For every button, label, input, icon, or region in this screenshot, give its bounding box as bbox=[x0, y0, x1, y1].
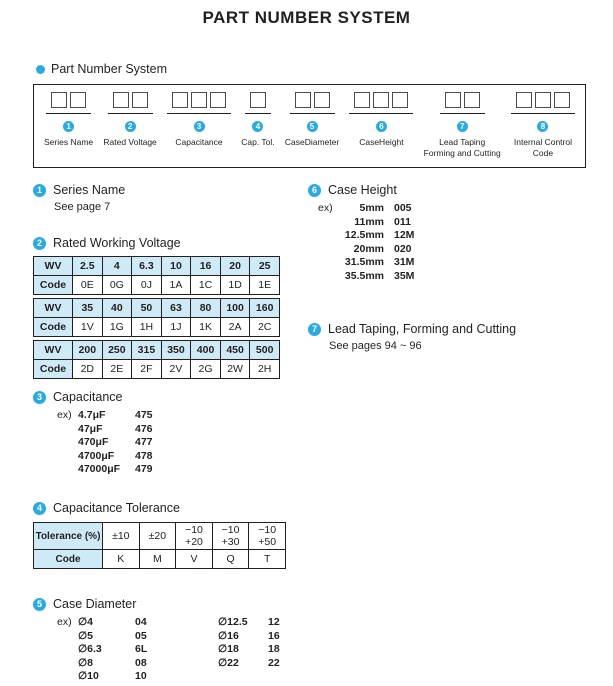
digit-boxes bbox=[440, 92, 485, 114]
diameter-value: ∅8 bbox=[78, 656, 93, 669]
table-row bbox=[34, 276, 280, 295]
lead-taping-note: See pages 94 ~ 96 bbox=[329, 340, 422, 352]
table-cell: WV bbox=[34, 341, 73, 360]
height-code: 005 bbox=[394, 202, 412, 214]
example-label: ex) bbox=[318, 202, 333, 214]
table-row bbox=[34, 341, 280, 360]
bullet-dot-icon bbox=[36, 65, 45, 74]
table-cell: 160 bbox=[250, 299, 280, 318]
table-cell: Q bbox=[212, 550, 249, 569]
example-label: ex) bbox=[57, 616, 72, 628]
height-value: 35.5mm bbox=[344, 269, 384, 282]
digit-box bbox=[210, 92, 226, 108]
table-cell: 2A bbox=[220, 318, 250, 337]
table-cell: 2F bbox=[132, 360, 162, 379]
capacitance-value: 47000μF bbox=[78, 463, 121, 475]
tolerance-table bbox=[33, 522, 286, 569]
section-case-height bbox=[308, 183, 414, 283]
voltage-table-3 bbox=[33, 340, 280, 379]
digit-box bbox=[51, 92, 67, 108]
table-cell: 1H bbox=[132, 318, 162, 337]
voltage-table-2 bbox=[33, 298, 280, 337]
table-cell: Code bbox=[34, 276, 73, 295]
digit-box bbox=[464, 92, 480, 108]
table-cell: 63 bbox=[161, 299, 191, 318]
table-cell: 2G bbox=[191, 360, 221, 379]
table-cell: 1J bbox=[161, 318, 191, 337]
voltage-tables bbox=[33, 256, 280, 379]
section-heading bbox=[308, 322, 516, 336]
case-height-examples bbox=[308, 202, 414, 283]
digit-box bbox=[354, 92, 370, 108]
section-number-badge: 3 bbox=[33, 391, 46, 404]
digit-box bbox=[535, 92, 551, 108]
group-label: Series Name bbox=[44, 137, 94, 147]
digit-box bbox=[445, 92, 461, 108]
group-number-badge: 1 bbox=[63, 121, 74, 132]
capacitance-code: 479 bbox=[135, 463, 153, 475]
table-cell: 1D bbox=[220, 276, 250, 295]
diameter-value: ∅12.5 bbox=[218, 616, 248, 628]
section-heading bbox=[33, 597, 280, 611]
table-cell: 2C bbox=[250, 318, 280, 337]
table-row bbox=[34, 318, 280, 337]
diameter-code: 10 bbox=[135, 670, 147, 682]
capacitance-code: 478 bbox=[135, 449, 153, 462]
table-cell: −10 +50 bbox=[249, 523, 286, 550]
diameter-value: ∅10 bbox=[78, 670, 99, 682]
digit-boxes bbox=[349, 92, 413, 114]
group-number-badge: 2 bbox=[125, 121, 136, 132]
table-cell: 2V bbox=[161, 360, 191, 379]
height-value: 20mm bbox=[353, 242, 384, 255]
digit-box bbox=[250, 92, 266, 108]
table-row bbox=[34, 360, 280, 379]
height-code: 020 bbox=[394, 242, 412, 255]
capacitance-code: 477 bbox=[135, 436, 153, 448]
table-row bbox=[34, 550, 286, 569]
height-value: 11mm bbox=[354, 215, 384, 228]
table-cell: 25 bbox=[250, 257, 280, 276]
table-cell: 20 bbox=[220, 257, 250, 276]
capacitance-value: 470μF bbox=[78, 436, 109, 448]
capacitance-value: 4.7μF bbox=[78, 409, 106, 421]
group-label: Cap. Tol. bbox=[241, 137, 275, 147]
diameter-code: 12 bbox=[268, 616, 280, 628]
table-cell: 400 bbox=[191, 341, 221, 360]
table-cell: 1K bbox=[191, 318, 221, 337]
section-case-diameter bbox=[33, 597, 280, 684]
page-title: PART NUMBER SYSTEM bbox=[202, 8, 411, 27]
group-label: Rated Voltage bbox=[103, 137, 157, 147]
table-cell: T bbox=[249, 550, 286, 569]
group-label: Capacitance bbox=[175, 137, 223, 147]
table-cell: ±10 bbox=[103, 523, 140, 550]
section-number-badge: 7 bbox=[308, 323, 321, 336]
diameter-value: ∅16 bbox=[218, 629, 239, 642]
series-name-note: See page 7 bbox=[54, 201, 111, 213]
part-number-system-heading-label: Part Number System bbox=[51, 62, 168, 76]
table-cell: Code bbox=[34, 318, 73, 337]
section-capacitance bbox=[33, 390, 153, 477]
table-cell: 2D bbox=[73, 360, 103, 379]
section-number-badge: 1 bbox=[33, 184, 46, 197]
table-cell: 16 bbox=[191, 257, 221, 276]
table-cell: −10 +30 bbox=[212, 523, 249, 550]
group-label: CaseDiameter bbox=[284, 137, 340, 147]
table-cell: 10 bbox=[161, 257, 191, 276]
digit-box bbox=[295, 92, 311, 108]
table-cell: 250 bbox=[102, 341, 132, 360]
table-cell: 35 bbox=[73, 299, 103, 318]
diameter-value: ∅4 bbox=[78, 616, 93, 628]
height-code: 31M bbox=[394, 256, 415, 268]
digit-box bbox=[554, 92, 570, 108]
table-cell: 100 bbox=[220, 299, 250, 318]
table-cell: 4 bbox=[102, 257, 132, 276]
digit-boxes bbox=[290, 92, 335, 114]
table-cell: WV bbox=[34, 257, 73, 276]
capacitance-code: 476 bbox=[135, 422, 153, 435]
table-cell: 0G bbox=[102, 276, 132, 295]
diameter-code: 05 bbox=[135, 629, 147, 642]
voltage-table-1 bbox=[33, 256, 280, 295]
section-series-name bbox=[33, 183, 125, 213]
case-diameter-examples bbox=[33, 616, 280, 684]
table-cell: 2.5 bbox=[73, 257, 103, 276]
digit-boxes bbox=[108, 92, 153, 114]
capacitance-value: 47μF bbox=[78, 422, 103, 435]
section-title: Series Name bbox=[53, 183, 126, 197]
table-cell: 1G bbox=[102, 318, 132, 337]
digit-group-case-diameter bbox=[285, 92, 339, 148]
table-cell: 1C bbox=[191, 276, 221, 295]
digit-group-case-height bbox=[349, 92, 413, 148]
diameter-value: ∅18 bbox=[218, 643, 239, 655]
height-code: 12M bbox=[394, 229, 415, 241]
group-number-badge: 8 bbox=[537, 121, 548, 132]
table-cell: WV bbox=[34, 299, 73, 318]
digit-boxes bbox=[511, 92, 575, 114]
group-label: Internal Control Code bbox=[513, 137, 572, 158]
digit-boxes bbox=[167, 92, 231, 114]
digit-group-rated-voltage bbox=[103, 92, 156, 148]
table-cell: 0J bbox=[132, 276, 162, 295]
table-cell: 50 bbox=[132, 299, 162, 318]
digit-box bbox=[314, 92, 330, 108]
section-heading bbox=[308, 183, 414, 197]
digit-box bbox=[113, 92, 129, 108]
section-heading bbox=[33, 501, 286, 515]
table-cell: 2H bbox=[250, 360, 280, 379]
table-cell: 2E bbox=[102, 360, 132, 379]
digit-group-internal-control bbox=[511, 92, 575, 158]
table-cell: 80 bbox=[191, 299, 221, 318]
table-cell: ±20 bbox=[139, 523, 176, 550]
table-cell: 1V bbox=[73, 318, 103, 337]
height-code: 35M bbox=[394, 269, 415, 282]
table-cell: 1A bbox=[161, 276, 191, 295]
group-number-badge: 4 bbox=[252, 121, 263, 132]
table-cell: 1E bbox=[250, 276, 280, 295]
part-number-system-heading bbox=[36, 62, 167, 76]
digit-box bbox=[172, 92, 188, 108]
table-cell: Code bbox=[34, 360, 73, 379]
table-cell: −10 +20 bbox=[176, 523, 213, 550]
table-cell: 450 bbox=[220, 341, 250, 360]
table-cell: K bbox=[103, 550, 140, 569]
digit-group-cap-tol bbox=[241, 92, 274, 148]
digit-box bbox=[373, 92, 389, 108]
table-cell: 500 bbox=[250, 341, 280, 360]
section-number-badge: 5 bbox=[33, 598, 46, 611]
digit-box bbox=[70, 92, 86, 108]
group-label: Lead Taping Forming and Cutting bbox=[423, 137, 501, 158]
section-title: Case Diameter bbox=[53, 597, 137, 611]
digit-boxes bbox=[245, 92, 271, 114]
table-row bbox=[34, 257, 280, 276]
digit-box bbox=[392, 92, 408, 108]
section-number-badge: 6 bbox=[308, 184, 321, 197]
diameter-code: 08 bbox=[135, 656, 147, 669]
digit-boxes bbox=[46, 92, 91, 114]
table-row bbox=[34, 523, 286, 550]
table-row bbox=[34, 299, 280, 318]
table-cell: 2W bbox=[220, 360, 250, 379]
capacitance-value: 4700μF bbox=[78, 449, 115, 462]
table-cell: 350 bbox=[161, 341, 191, 360]
table-cell: Tolerance (%) bbox=[34, 523, 103, 550]
height-value: 5mm bbox=[359, 202, 384, 214]
group-number-badge: 5 bbox=[307, 121, 318, 132]
diameter-code: 6L bbox=[135, 643, 148, 655]
group-number-badge: 6 bbox=[376, 121, 387, 132]
digit-box bbox=[516, 92, 532, 108]
capacitance-examples bbox=[33, 409, 153, 477]
digit-group-capacitance bbox=[167, 92, 231, 148]
section-number-badge: 2 bbox=[33, 237, 46, 250]
table-cell: V bbox=[176, 550, 213, 569]
table-cell: 6.3 bbox=[132, 257, 162, 276]
section-rated-voltage bbox=[33, 236, 280, 382]
section-number-badge: 4 bbox=[33, 502, 46, 515]
table-cell: M bbox=[139, 550, 176, 569]
section-lead-taping bbox=[308, 322, 516, 352]
diameter-value: ∅6.3 bbox=[78, 643, 102, 655]
height-value: 12.5mm bbox=[344, 229, 384, 241]
diameter-value: ∅22 bbox=[218, 656, 239, 669]
height-value: 31.5mm bbox=[344, 256, 384, 268]
group-number-badge: 7 bbox=[457, 121, 468, 132]
diameter-code: 16 bbox=[268, 629, 280, 642]
digit-group-lead-taping bbox=[424, 92, 501, 158]
section-title: Capacitance Tolerance bbox=[53, 501, 180, 515]
group-label: CaseHeight bbox=[359, 137, 404, 147]
table-cell: 40 bbox=[102, 299, 132, 318]
diameter-code: 18 bbox=[268, 643, 280, 655]
section-heading bbox=[33, 236, 280, 250]
group-number-badge: 3 bbox=[194, 121, 205, 132]
section-heading bbox=[33, 183, 125, 197]
digit-group-series-name bbox=[44, 92, 93, 148]
table-cell: 0E bbox=[73, 276, 103, 295]
digit-box bbox=[132, 92, 148, 108]
section-title: Capacitance bbox=[53, 390, 123, 404]
height-code: 011 bbox=[394, 215, 411, 228]
digit-box bbox=[191, 92, 207, 108]
diameter-code: 22 bbox=[268, 656, 280, 669]
section-title: Lead Taping, Forming and Cutting bbox=[328, 322, 517, 336]
table-cell: 200 bbox=[73, 341, 103, 360]
table-cell: Code bbox=[34, 550, 103, 569]
section-heading bbox=[33, 390, 153, 404]
diameter-value: ∅5 bbox=[78, 629, 93, 642]
diameter-code: 04 bbox=[135, 616, 147, 628]
section-title: Rated Working Voltage bbox=[53, 236, 181, 250]
part-number-diagram bbox=[33, 84, 586, 168]
table-cell: 315 bbox=[132, 341, 162, 360]
section-title: Case Height bbox=[328, 183, 397, 197]
section-tolerance bbox=[33, 501, 286, 569]
example-label: ex) bbox=[57, 409, 72, 421]
capacitance-code: 475 bbox=[135, 409, 153, 421]
